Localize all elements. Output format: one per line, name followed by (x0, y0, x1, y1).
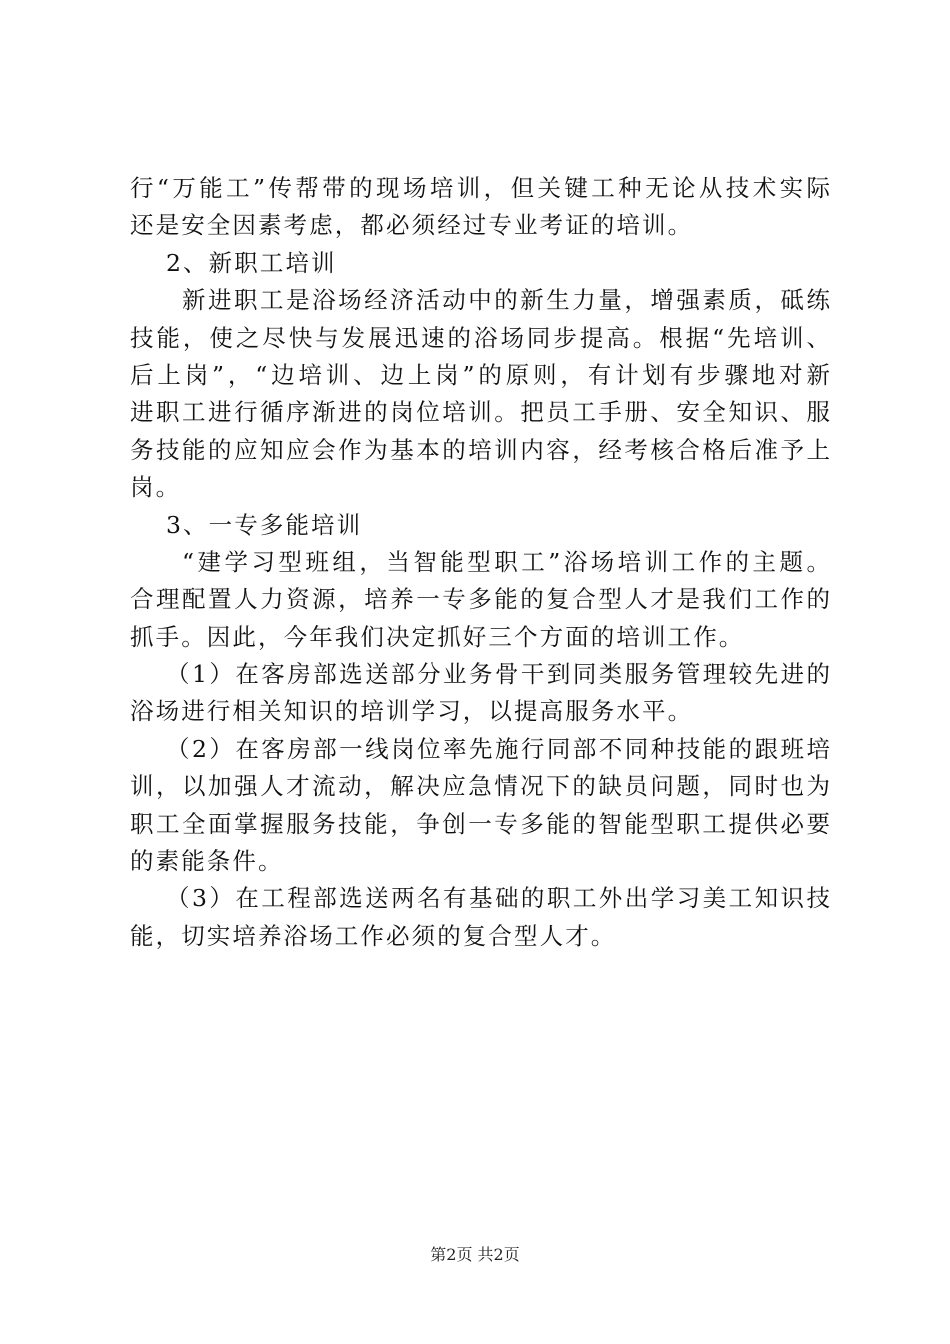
paragraph-line: （2）在客房部一线岗位率先施行同部不同种技能的跟班培 (166, 734, 830, 763)
paragraph-line: 的素能条件。 (130, 847, 284, 876)
paragraph-line: 职工全面掌握服务技能，争创一专多能的智能型职工提供必要 (130, 809, 830, 838)
paragraph-line: 能，切实培养浴场工作必须的复合型人才。 (130, 921, 617, 950)
paragraph-line: 新进职工是浴场经济活动中的新生力量，增强素质，砥练 (182, 286, 830, 315)
paragraph-line: 技能，使之尽快与发展迅速的浴场同步提高。根据“先培训、 (130, 323, 830, 352)
paragraph-line: 浴场进行相关知识的培训学习，以提高服务水平。 (130, 697, 694, 726)
paragraph-line: 抓手。因此，今年我们决定抓好三个方面的培训工作。 (130, 622, 745, 651)
paragraph-line: 进职工进行循序渐进的岗位培训。把员工手册、安全知识、服 (130, 398, 830, 427)
paragraph-line: 行“万能工”传帮带的现场培训，但关键工种无论从技术实际 (130, 174, 830, 202)
paragraph-line: 还是安全因素考虑，都必须经过专业考证的培训。 (130, 211, 694, 240)
paragraph-line: 务技能的应知应会作为基本的培训内容，经考核合格后准予上 (130, 435, 830, 464)
paragraph-line: 2、新职工培训 (166, 248, 337, 277)
paragraph-line: （3）在工程部选送两名有基础的职工外出学习美工知识技 (166, 884, 830, 913)
page-footer: 第2页 共2页 (430, 1245, 520, 1264)
paragraph-line: “建学习型班组，当智能型职工”浴场培训工作的主题。 (182, 547, 830, 576)
document-body (130, 170, 830, 955)
paragraph-line: 训，以加强人才流动，解决应急情况下的缺员问题，同时也为 (130, 772, 830, 801)
paragraph-line: 岗。 (130, 473, 182, 502)
paragraph-line: 后上岗”，“边培训、边上岗”的原则，有计划有步骤地对新 (130, 360, 830, 389)
paragraph-line: 3、一专多能培训 (166, 510, 363, 539)
paragraph-line: （1）在客房部选送部分业务骨干到同类服务管理较先进的 (166, 660, 830, 689)
paragraph-line: 合理配置人力资源，培养一专多能的复合型人才是我们工作的 (130, 585, 830, 614)
